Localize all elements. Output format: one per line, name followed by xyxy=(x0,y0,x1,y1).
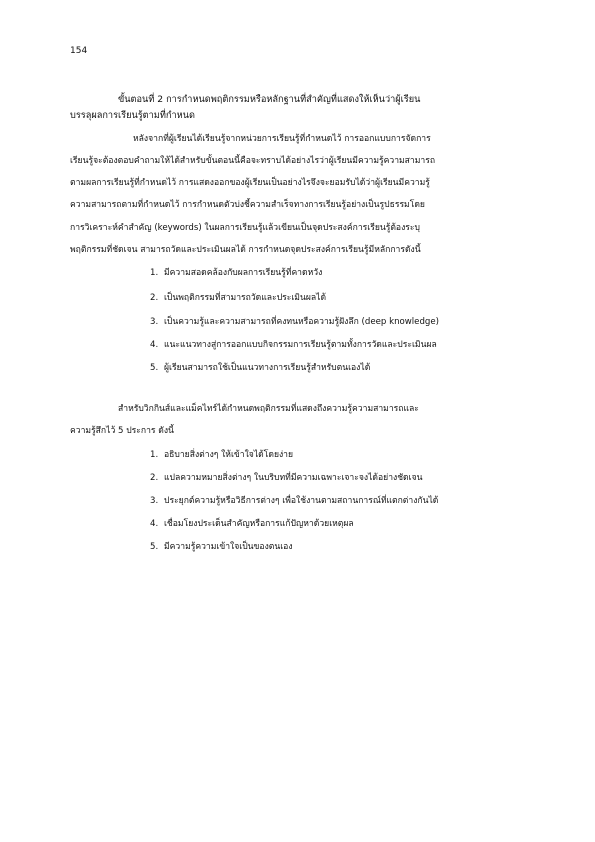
page-number: 154 xyxy=(70,46,88,56)
step-heading-line-1: ขั้นตอนที่ 2 การกำหนดพฤติกรรมหรือหลักฐานที่สำคัญที่แสดงให้เห็นว่าผู้เรียน xyxy=(118,94,421,105)
paragraph-1-line-4: ความสามารถตามที่กำหนดไว้ การกำหนดตัวบ่งชี้ความสำเร็จทางการเรียนรู้อย่างเป็นรูปธรรมโดย xyxy=(70,200,425,210)
list-item: 5. มีความรู้ความเข้าใจเป็นของตนเอง xyxy=(150,542,293,552)
list-item: 2. แปลความหมายสิ่งต่างๆ ในบริบทที่มีความเฉพาะเจาะจงได้อย่างชัดเจน xyxy=(150,473,423,483)
paragraph-1-line-1: หลังจากที่ผู้เรียนได้เรียนรู้จากหน่วยการเรียนรู้ที่กำหนดไว้ การออกแบบการจัดการ xyxy=(133,134,431,144)
paragraph-1-line-5: การวิเคราะห์คำสำคัญ (keywords) ในผลการเรียนรู้แล้วเขียนเป็นจุดประสงค์การเรียนรู้ต้องระบุ xyxy=(70,223,420,233)
paragraph-1-line-6: พฤติกรรมที่ชัดเจน สามารถวัดและประเมินผลได้ การกำหนดจุดประสงค์การเรียนรู้มีหลักการดังนี้ xyxy=(70,245,421,255)
paragraph-1-line-3: ตามผลการเรียนรู้ที่กำหนดไว้ การแสดงออกของผู้เรียนเป็นอย่างไรจึงจะยอมรับได้ว่าผู้เรียนมีความรู้ xyxy=(70,178,430,188)
list-item: 2. เป็นพฤติกรรมที่สามารถวัดและประเมินผลได้ xyxy=(150,293,327,303)
list-item: 4. เชื่อมโยงประเด็นสำคัญหรือการแก้ปัญหาด้วยเหตุผล xyxy=(150,519,354,529)
list-item: 1. มีความสอดคล้องกับผลการเรียนรู้ที่คาดหวัง xyxy=(150,268,323,278)
list-item: 4. แนะแนวทางสู่การออกแบบกิจกรรมการเรียนรู้ตามทั้งการวัดและประเมินผล xyxy=(150,340,437,350)
paragraph-2-line-2: ความรู้สึกไว้ 5 ประการ ดังนี้ xyxy=(70,426,174,436)
list-item: 3. ประยุกต์ความรู้หรือวิธีการต่างๆ เพื่อใช้งานตามสถานการณ์ที่แตกต่างกันได้ xyxy=(150,496,439,506)
list-item: 5. ผู้เรียนสามารถใช้เป็นแนวทางการเรียนรู้สำหรับตนเองได้ xyxy=(150,363,371,373)
paragraph-2-line-1: สำหรับวิกกินส์และแม็คไทร์ได้กำหนดพฤติกรรมที่แสดงถึงความรู้ความสามารถและ xyxy=(118,404,419,414)
list-item: 3. เป็นความรู้และความสามารถที่คงทนหรือความรู้ฝังลึก (deep knowledge) xyxy=(150,317,440,327)
paragraph-1-line-2: เรียนรู้จะต้องตอบคำถามให้ได้สำหรับขั้นตอนนี้คือจะทราบได้อย่างไรว่าผู้เรียนมีความรู้ความสามารถ xyxy=(70,156,436,166)
step-heading-line-2: บรรลุผลการเรียนรู้ตามที่กำหนด xyxy=(70,110,195,121)
list-item: 1. อธิบายสิ่งต่างๆ ให้เข้าใจได้โดยง่าย xyxy=(150,450,294,460)
